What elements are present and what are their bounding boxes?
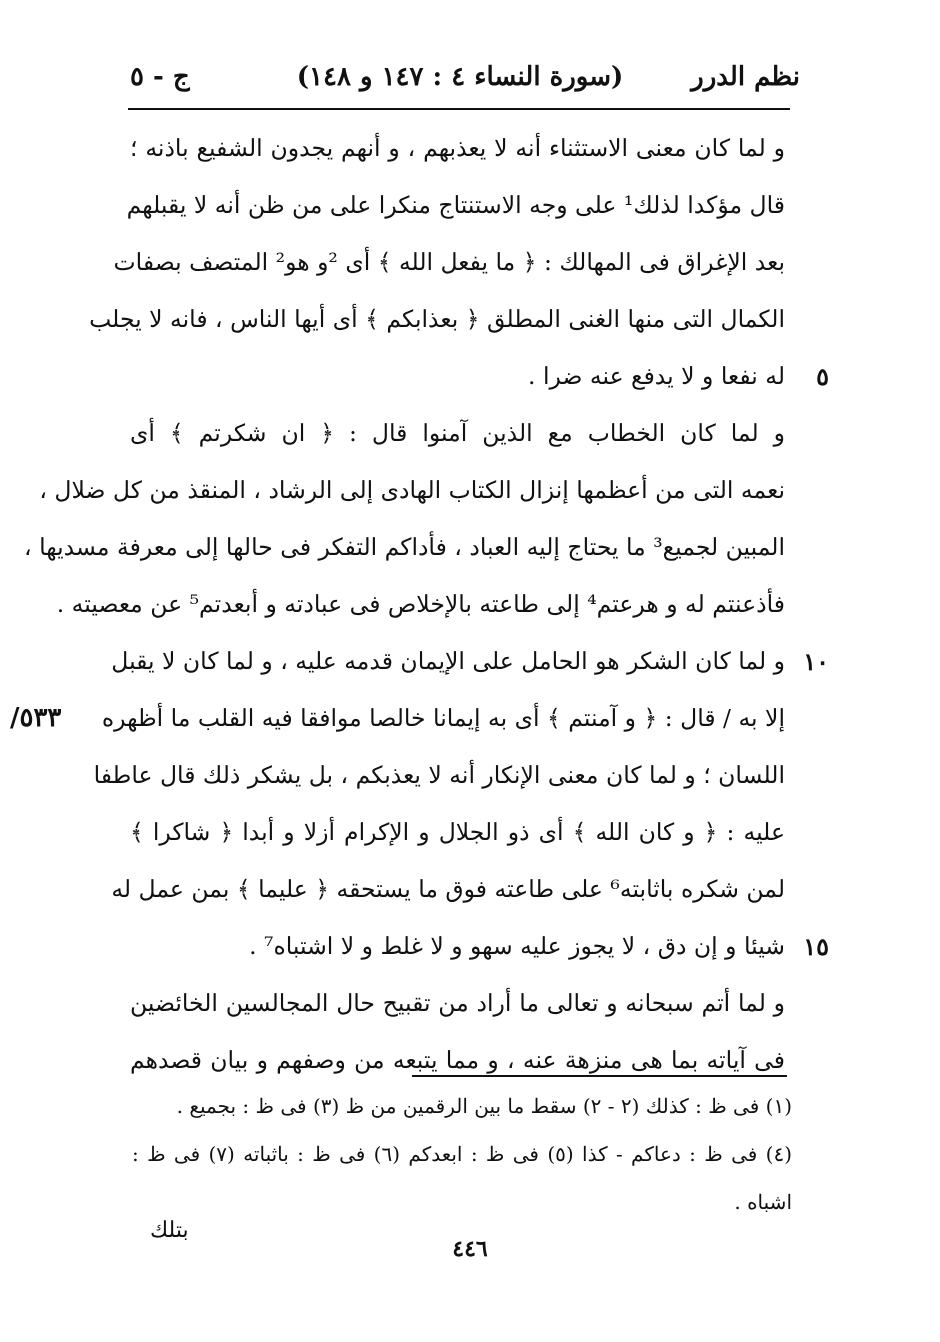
text-line (24, 519, 785, 576)
line-text: و لما كان معنى الاستثناء أنه لا يعذبهم ، و أنهم يجدون الشفيع باذنه ؛ (130, 134, 785, 162)
footnotes (132, 1082, 792, 1226)
line-text: و لما أتم سبحانه و تعالى ما أراد من تقبيح حال المجالسين الخائضين (130, 989, 785, 1017)
line-text: اللسان ؛ و لما كان معنى الإنكار أنه لا يعذبكم ، بل يشكر ذلك قال عاطفا (93, 761, 785, 789)
text-line (93, 747, 785, 804)
volume-number: ج - ٥ (130, 62, 190, 92)
line-text: له نفعا و لا يدفع عنه ضرا . (528, 362, 785, 390)
line-text: عليه : ﴿ و كان الله ﴾ أى ذو الجلال و الإكرام أزلا و أبدا ﴿ شاكرا ﴾ (130, 818, 785, 846)
line-text: فأذعنتم له و هرعتم⁴ إلى طاعته بالإخلاص فى عبادته و أبعدتم⁵ عن معصيته . (56, 590, 785, 618)
line-number: ١٥ (803, 932, 829, 961)
line-number: ١٠ (803, 647, 829, 676)
text-line (113, 234, 785, 291)
text-line (130, 1032, 785, 1089)
text-line (56, 576, 785, 633)
manuscript-folio-mark: ٥٣٣/ (10, 703, 62, 733)
line-text: و لما كان الخطاب مع الذين آمنوا قال : ﴿ ان شكرتم ﴾ أى (130, 419, 785, 447)
text-line (89, 291, 785, 348)
line-text: إلا به / قال : ﴿ و آمنتم ﴾ أى به إيمانا خالصا موافقا فيه القلب ما أظهره (101, 704, 785, 732)
line-text: المبين لجميع³ ما يحتاج إليه العباد ، فأداكم التفكر فى حالها إلى معرفة مسديها ، (24, 533, 785, 561)
main-text (10, 120, 829, 1089)
running-header (120, 56, 800, 102)
line-text: فى آياته بما هى منزهة عنه ، و مما يتبعه من وصفهم و بيان قصدهم (130, 1046, 785, 1074)
text-line (130, 975, 785, 1032)
line-text: شيئا و إن دق ، لا يجوز عليه سهو و لا غلط و لا اشتباه⁷ . (249, 932, 785, 960)
text-line (130, 348, 829, 405)
line-text: الكمال التى منها الغنى المطلق ﴿ بعذابكم ﴾ أى أيها الناس ، فانه لا يجلب (89, 305, 785, 333)
line-text: و لما كان الشكر هو الحامل على الإيمان قدمه عليه ، و لما كان لا يقبل (111, 647, 785, 675)
text-line (130, 804, 785, 861)
footnote-rule (412, 1075, 787, 1077)
surah-reference: (سورة النساء ٤ : ١٤٧ و ١٤٨) (296, 62, 624, 92)
text-line (39, 462, 785, 519)
text-line (126, 177, 785, 234)
line-text: بعد الإغراق فى المهالك : ﴿ ما يفعل الله ﴾ أى ²و هو² المتصف بصفات (113, 248, 785, 276)
text-line (10, 690, 785, 747)
line-text: نعمه التى من أعظمها إنزال الكتاب الهادى إلى الرشاد ، المنقذ من كل ضلال ، (39, 476, 785, 504)
footnote-line: (٤) فى ظ : دعاكم - كذا (٥) فى ظ : ابعدكم (٦) فى ظ : باثباته (٧) فى ظ : (132, 1142, 792, 1166)
text-line (130, 918, 829, 975)
book-title: نظم الدرر (691, 62, 800, 92)
text-line (130, 120, 785, 177)
line-number: ٥ (816, 362, 829, 391)
header-rule (128, 108, 790, 110)
text-line (130, 405, 785, 462)
line-text: قال مؤكدا لذلك¹ على وجه الاستنتاج منكرا على من ظن أنه لا يقبلهم (126, 191, 785, 219)
catchword: بتلك (150, 1218, 189, 1243)
line-text: لمن شكره باثابته⁶ على طاعته فوق ما يستحقه ﴿ عليما ﴾ بمن عمل له (111, 875, 785, 903)
text-line (111, 861, 785, 918)
page-number: ٤٤٦ (452, 1236, 488, 1262)
footnote-line: (١) فى ظ : كذلك (٢ - ٢) سقط ما بين الرقمين من ظ (٣) فى ظ : بجميع . (176, 1094, 792, 1118)
text-line (111, 633, 829, 690)
footnote-line: اشباه . (734, 1190, 792, 1214)
